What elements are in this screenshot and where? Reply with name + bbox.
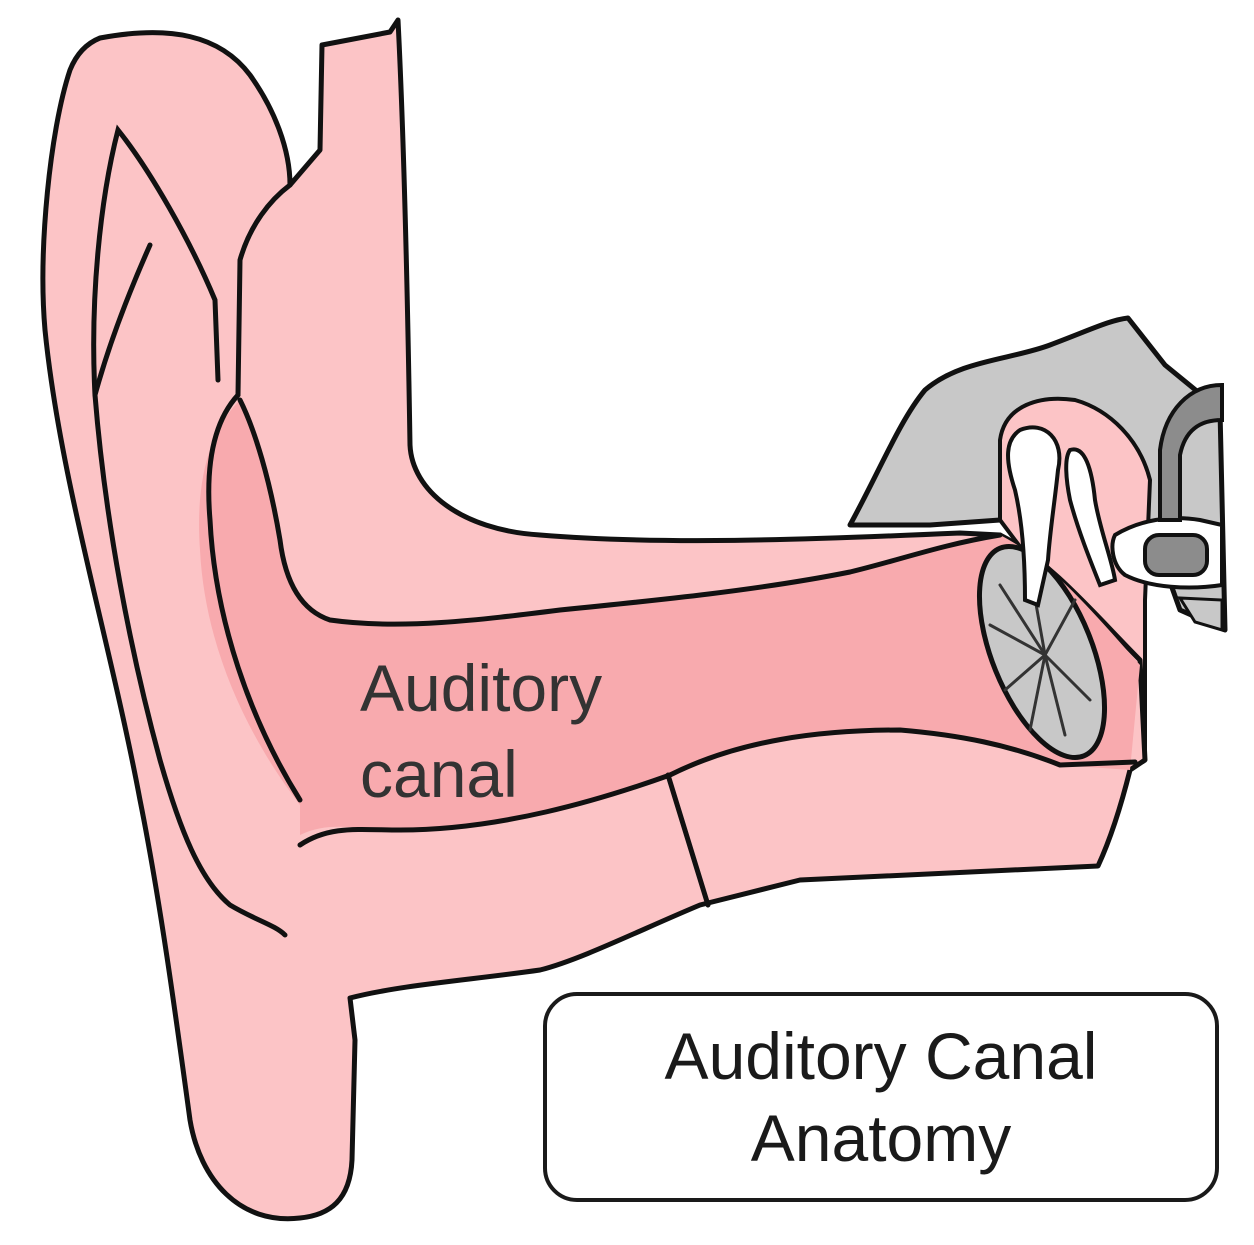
auditory-canal-label [360, 645, 660, 817]
title-line1: Auditory Canal [664, 1019, 1098, 1093]
canal-label-line2: canal [360, 737, 518, 811]
title-line2: Anatomy [750, 1101, 1012, 1175]
canal-label-line1: Auditory [360, 651, 603, 725]
diagram-title-box [543, 992, 1219, 1202]
oval-window [1145, 535, 1207, 575]
